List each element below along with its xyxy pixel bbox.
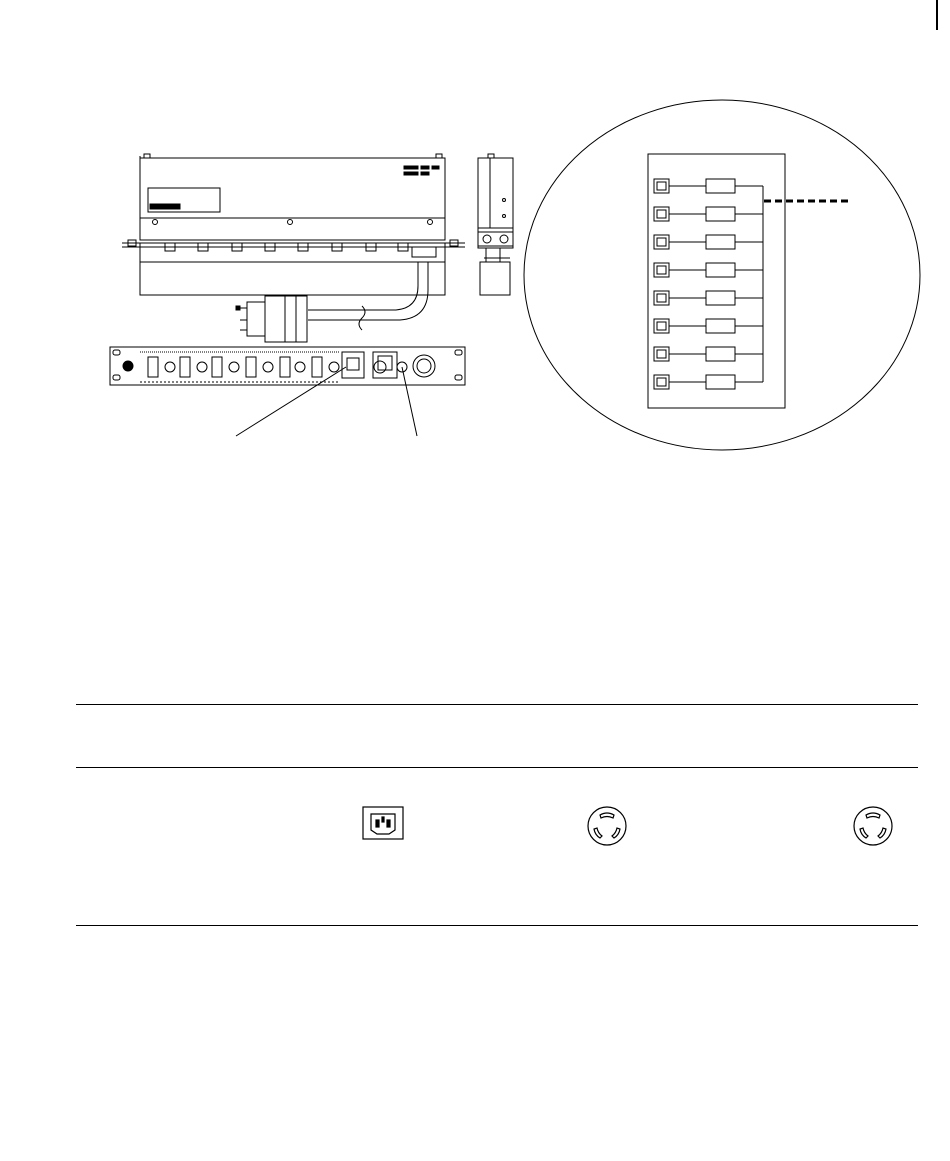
iec-c14-inlet-icon (362, 806, 404, 840)
breaker-rows (654, 179, 763, 389)
power-cord (236, 262, 428, 342)
breaker-symbol (706, 207, 735, 221)
breaker-row (654, 263, 763, 277)
outlet-symbol (654, 319, 669, 333)
breaker-symbol (706, 375, 735, 389)
callout-line-2 (402, 367, 417, 436)
outlet-symbol (654, 347, 669, 361)
breaker-symbol (706, 235, 735, 249)
outlet-symbol (654, 235, 669, 249)
power-strip-side-view (478, 154, 513, 295)
breaker-row (654, 347, 763, 361)
breaker-row (654, 235, 763, 249)
table-row (76, 768, 918, 925)
breaker-symbol (706, 347, 735, 361)
breaker-row (654, 319, 763, 333)
breaker-symbol (706, 179, 735, 193)
table-header-row (76, 705, 918, 767)
breaker-symbol (706, 319, 735, 333)
breaker-symbol (706, 291, 735, 305)
internal-wiring-detail (524, 100, 920, 450)
front-outlets (148, 357, 339, 377)
table-bottom-rule (76, 925, 918, 926)
power-strip-diagram (0, 0, 950, 470)
outlet-symbol (654, 207, 669, 221)
twist-lock-receptacle-icon (586, 805, 628, 847)
breaker-row (654, 375, 763, 389)
outlet-symbol (654, 263, 669, 277)
breaker-row (654, 207, 763, 221)
twist-lock-receptacle-icon (852, 805, 894, 847)
breaker-symbol (706, 263, 735, 277)
breaker-row (654, 291, 763, 305)
outlet-symbol (654, 291, 669, 305)
outlet-symbol (654, 179, 669, 193)
power-strip-top-view (122, 154, 465, 295)
power-strip-front-panel (110, 347, 465, 385)
outlet-symbol (654, 375, 669, 389)
breaker-row (654, 179, 763, 193)
